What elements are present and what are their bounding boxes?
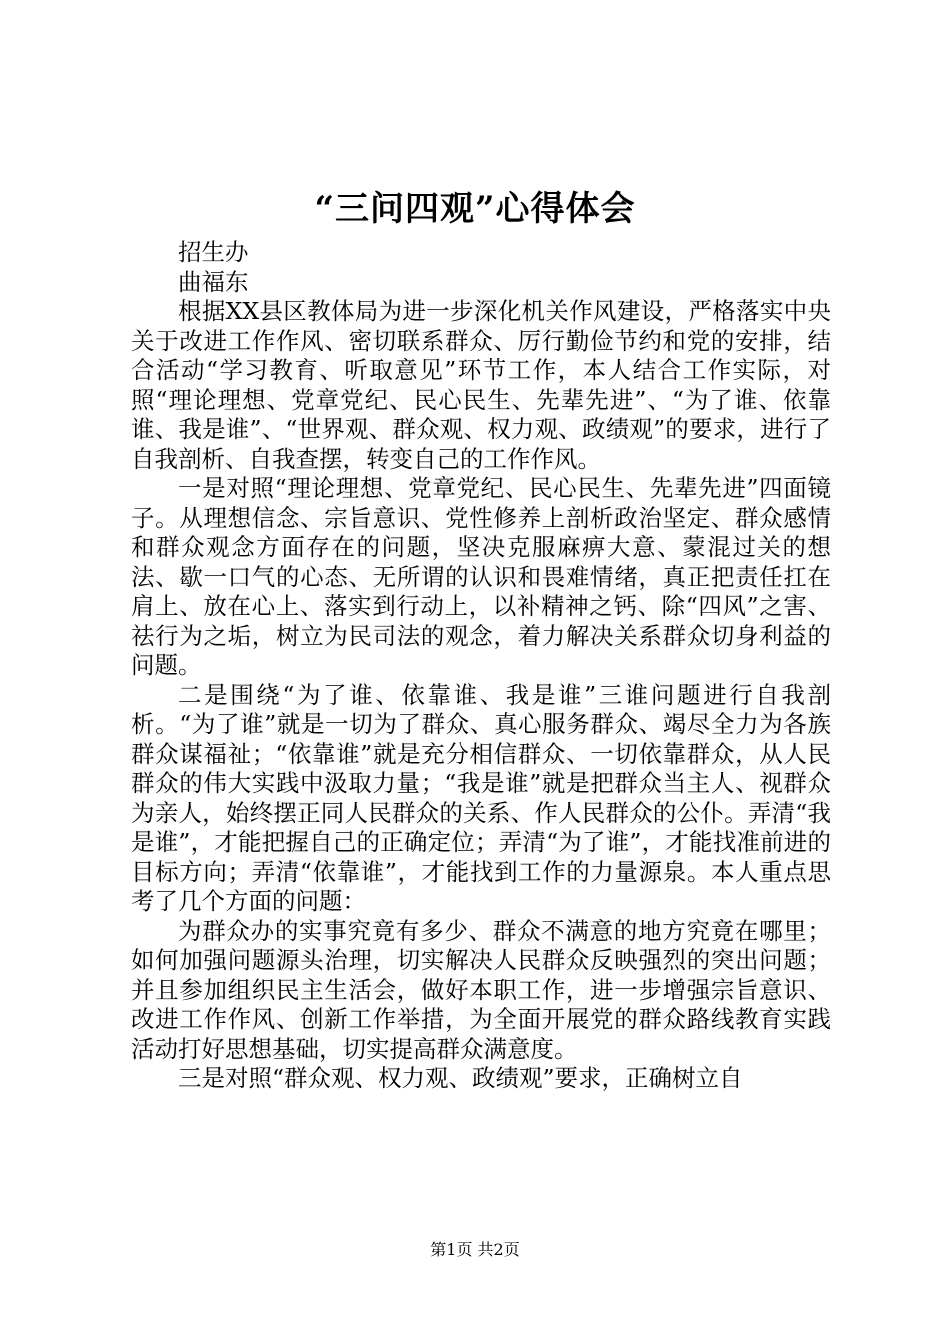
- department-line: 招生办: [178, 238, 249, 266]
- document-title: “三问四观”心得体会: [314, 189, 636, 229]
- paragraph-point-two: 二是围绕“为了谁、依靠谁、我是谁”三谁问题进行自我剖析。“为了谁”就是一切为了群众、真心服务群众、竭尽全力为各族群众谋福祉；“依靠谁”就是充分相信群众、一切依靠群众，从人民群众的伟大实践中汲取力量；“我是谁”就是把群众当主人、视群众为亲人，始终摆正同人民群众的关系、作人民群众的公仆。弄清“我是谁”，才能把握自己的正确定位；弄清“为了谁”，才能找准前进的目标方向；弄清“依靠谁”，才能找到工作的力量源泉。本人重点思考了几个方面的问题：: [131, 680, 831, 915]
- page-footer: 第1页 共2页: [430, 1240, 520, 1259]
- author-line: 曲福东: [178, 267, 249, 296]
- paragraph-intro: 根据XX县区教体局为进一步深化机关作风建设，严格落实中央关于改进工作作风、密切联系群众、厉行勤俭节约和党的安排，结合活动“学习教育、听取意见”环节工作，本人结合工作实际，对照“理论理想、党章党纪、民心民生、先辈先进”、“为了谁、依靠谁、我是谁”、“世界观、群众观、权力观、政绩观”的要求，进行了自我剖析、自我查摆，转变自己的工作作风。: [131, 297, 831, 473]
- paragraph-point-one: 一是对照“理论理想、党章党纪、民心民生、先辈先进”四面镜子。从理想信念、宗旨意识、党性修养上剖析政治坚定、群众感情和群众观念方面存在的问题，坚决克服麻痹大意、蒙混过关的想法、歇一口气的心态、无所谓的认识和畏难情绪，真正把责任扛在肩上、放在心上、落实到行动上，以补精神之钙、除“四风”之害、祛行为之垢，树立为民司法的观念，着力解决关系群众切身利益的问题。: [131, 474, 831, 679]
- document-body: [131, 238, 831, 1094]
- paragraph-reflection: 为群众办的实事究竟有多少、群众不满意的地方究竟在哪里；如何加强问题源头治理，切实解决人民群众反映强烈的突出问题；并且参加组织民主生活会，做好本职工作，进一步增强宗旨意识、改进工作作风、创新工作举措，为全面开展党的群众路线教育实践活动打好思想基础，切实提高群众满意度。: [131, 916, 831, 1063]
- paragraph-point-three: 三是对照“群众观、权力观、政绩观”要求，正确树立自: [178, 1064, 743, 1092]
